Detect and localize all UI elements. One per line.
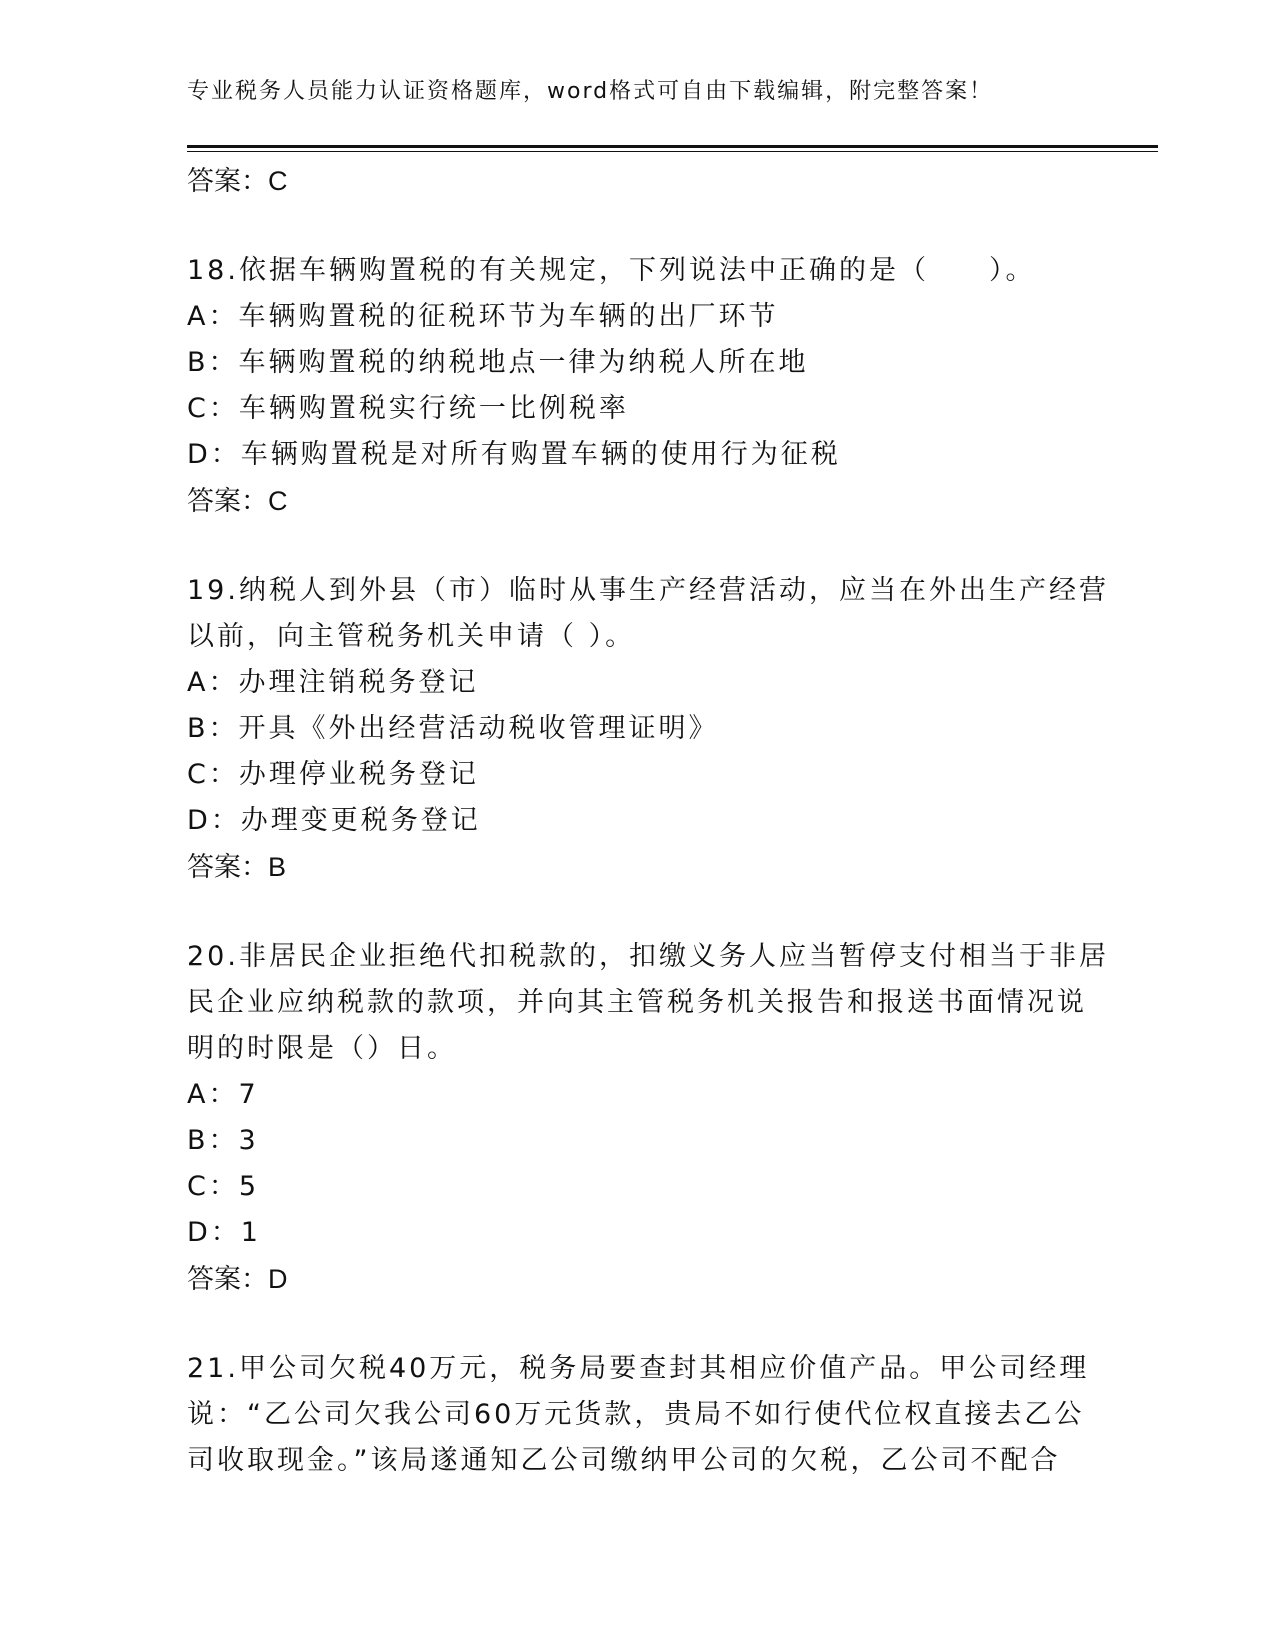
answer: 答案：D: [187, 1264, 288, 1294]
question-content: [187, 158, 1109, 1484]
question-block: [187, 1346, 1090, 1484]
question-block: [187, 568, 1109, 890]
option-a: A：7: [187, 1079, 259, 1110]
option-c: C：5: [187, 1171, 260, 1202]
question-stem: 19.纳税人到外县（市）临时从事生产经营活动，应当在外出生产经营: [187, 575, 1109, 606]
option-d: D：1: [187, 1217, 261, 1248]
question-stem: 民企业应纳税款的款项，并向其主管税务机关报告和报送书面情况说: [187, 987, 1087, 1018]
option-c: C：办理停业税务登记: [187, 759, 479, 790]
option-b: B：3: [187, 1125, 259, 1156]
header-rule-thick: [187, 145, 1158, 148]
question-stem: 司收取现金。”该局遂通知乙公司缴纳甲公司的欠税，乙公司不配合: [187, 1445, 1061, 1476]
question-stem: 18.依据车辆购置税的有关规定，下列说法中正确的是（ ）。: [187, 255, 1036, 286]
question-stem: 以前，向主管税务机关申请（ ）。: [187, 621, 636, 652]
question-stem: 说：“乙公司欠我公司60万元货款，贵局不如行使代位权直接去乙公: [187, 1399, 1085, 1430]
answer: 答案：B: [187, 852, 287, 882]
page-header: 专业税务人员能力认证资格题库，word格式可自由下载编辑，附完整答案！: [187, 79, 994, 104]
option-a: A：办理注销税务登记: [187, 667, 479, 698]
prev-answer: 答案：C: [187, 166, 288, 196]
answer: 答案：C: [187, 486, 288, 516]
option-b: B：开具《外出经营活动税收管理证明》: [187, 713, 719, 744]
option-d: D：办理变更税务登记: [187, 805, 481, 836]
question-stem: 21.甲公司欠税40万元，税务局要查封其相应价值产品。甲公司经理: [187, 1353, 1090, 1384]
question-stem: 20.非居民企业拒绝代扣税款的，扣缴义务人应当暂停支付相当于非居: [187, 941, 1109, 972]
question-stem: 明的时限是（）日。: [187, 1033, 457, 1064]
option-c: C：车辆购置税实行统一比例税率: [187, 393, 629, 424]
option-a: A：车辆购置税的征税环节为车辆的出厂环节: [187, 301, 779, 332]
option-d: D：车辆购置税是对所有购置车辆的使用行为征税: [187, 439, 841, 470]
header-rule-thin: [187, 151, 1158, 152]
question-block: [187, 934, 1109, 1302]
option-b: B：车辆购置税的纳税地点一律为纳税人所在地: [187, 347, 809, 378]
question-block: [187, 248, 1087, 524]
